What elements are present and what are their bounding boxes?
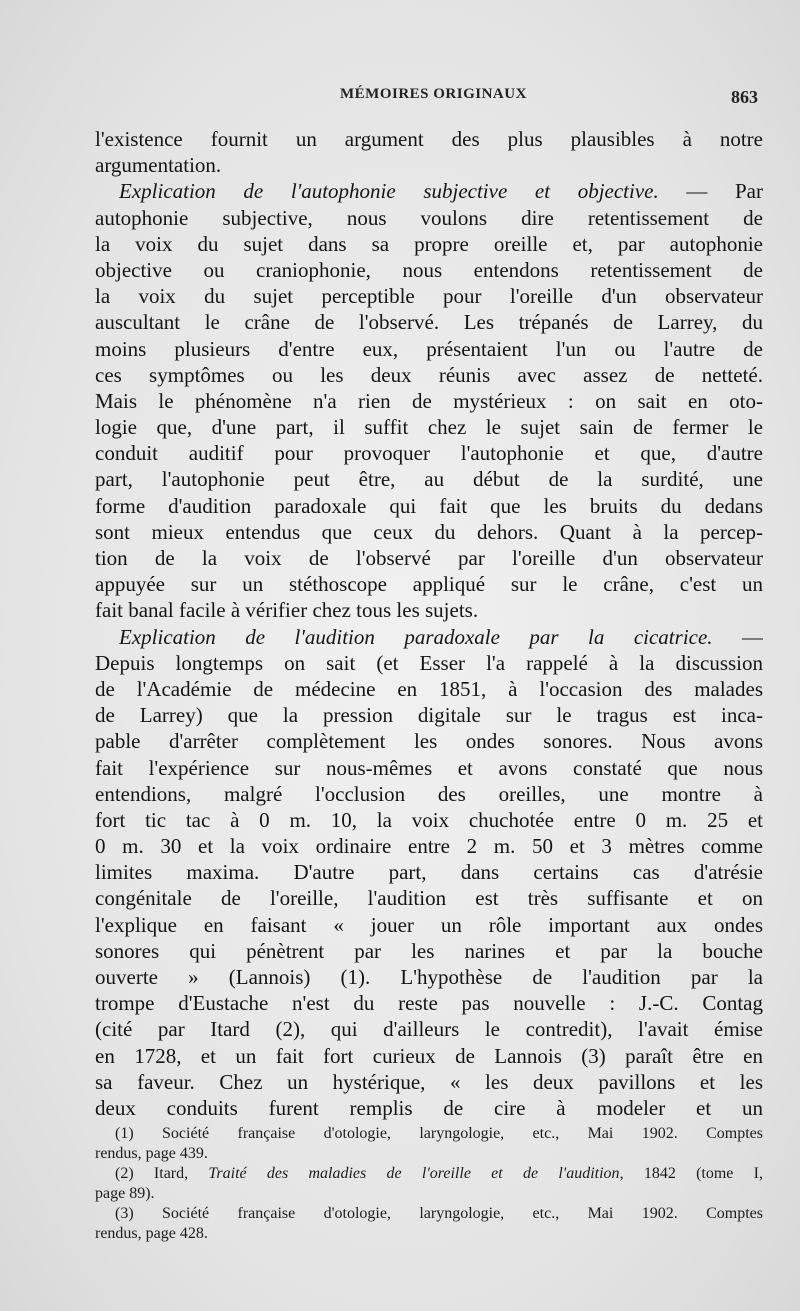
text-segment: conduit auditif pour provoquer l'autophonie et que, d'autre — [95, 441, 763, 466]
text-line — [95, 466, 763, 492]
footnote-line — [95, 1204, 763, 1224]
footnote-line — [95, 1164, 763, 1184]
text-line — [95, 912, 763, 938]
text-line — [95, 728, 763, 754]
text-line — [95, 1043, 763, 1069]
text-segment: moins plusieurs d'entre eux, présentaient l'un ou l'autre de — [95, 336, 763, 361]
text-segment: Depuis longtemps on sait (et Esser l'a rappelé à la discussion — [95, 650, 763, 675]
running-title: MÉMOIRES ORIGINAUX — [340, 86, 527, 102]
footnote-line — [95, 1224, 763, 1244]
text-line — [95, 1069, 763, 1095]
italic-text: Explication de l'autophonie subjective et objective. — [119, 179, 659, 204]
text-segment: (3) Société française d'otologie, laryngologie, etc., Mai 1902. Comptes — [115, 1205, 763, 1222]
text-line — [95, 336, 763, 362]
text-line — [95, 257, 763, 283]
text-segment: l'existence fournit un argument des plus plausibles à notre — [95, 127, 763, 151]
text-segment: appuyée sur un stéthoscope appliqué sur le crâne, c'est un — [95, 572, 763, 597]
footnote-line — [95, 1124, 763, 1144]
text-line — [95, 597, 763, 623]
text-line — [95, 231, 763, 257]
text-segment: l'explique en faisant « jouer un rôle important aux ondes — [95, 912, 763, 937]
text-segment: fait banal facile à vérifier chez tous les sujets. — [95, 598, 479, 623]
page-number: 863 — [731, 87, 758, 107]
text-line — [95, 283, 763, 309]
text-segment: la voix du sujet perceptible pour l'oreille d'un observateur — [95, 284, 763, 309]
text-segment: autophonie subjective, nous voulons dire retentissement de — [95, 205, 763, 230]
text-segment: ouverte » (Lannois) (1). L'hypothèse de l'audition par la — [95, 965, 763, 989]
text-segment: (1) Société française d'otologie, laryngologie, etc., Mai 1902. Comptes — [115, 1125, 763, 1142]
text-line — [95, 1095, 763, 1121]
text-line — [95, 676, 763, 702]
text-segment: — Par — [658, 179, 763, 204]
text-line — [95, 938, 763, 964]
text-line — [95, 702, 763, 728]
text-segment: en 1728, et un fait fort curieux de Lannois (3) paraît être en — [95, 1043, 763, 1068]
text-line — [95, 990, 763, 1016]
text-segment: logie que, d'une part, il suffit chez le sujet sain de fermer le — [95, 415, 763, 440]
text-line — [95, 519, 763, 545]
text-line — [95, 833, 763, 859]
text-line — [95, 781, 763, 807]
text-segment: page 89). — [95, 1185, 155, 1202]
text-line — [95, 414, 763, 440]
text-segment: rendus, page 439. — [95, 1145, 208, 1162]
text-segment: , 1842 (tome I, — [619, 1165, 763, 1182]
text-segment: sa faveur. Chez un hystérique, « les deux pavillons et les — [95, 1069, 763, 1094]
italic-text: Explication de l'audition paradoxale par la cicatrice. — [119, 624, 713, 649]
text-segment: entendions, malgré l'occlusion des oreilles, une montre à — [95, 781, 763, 806]
text-line — [95, 309, 763, 335]
text-segment: fort tic tac à 0 m. 10, la voix chuchotée entre 0 m. 25 et — [95, 807, 763, 832]
footnotes — [95, 1124, 763, 1244]
italic-text: Traité des maladies de l'oreille et de l'audition — [208, 1165, 620, 1182]
text-segment: ces symptômes ou les deux réunis avec assez de netteté. — [95, 362, 763, 387]
text-segment: de Larrey) que la pression digitale sur le tragus est inca- — [95, 703, 763, 728]
text-segment: deux conduits furent remplis de cire à modeler et un — [95, 1095, 763, 1120]
text-line — [95, 624, 763, 650]
text-segment: 0 m. 30 et la voix ordinaire entre 2 m. 50 et 3 mètres comme — [95, 834, 763, 859]
text-line — [95, 152, 763, 178]
text-segment: (2) Itard, — [115, 1165, 209, 1182]
text-line — [95, 650, 763, 676]
text-line — [95, 964, 763, 990]
text-segment: congénitale de l'oreille, l'audition est très suffisante et on — [95, 886, 763, 911]
text-segment: rendus, page 428. — [95, 1225, 208, 1242]
text-segment: objective ou craniophonie, nous entendons retentissement de — [95, 257, 763, 282]
text-segment: Mais le phénomène n'a rien de mystérieux : on sait en oto- — [95, 388, 763, 413]
footnote-line — [95, 1184, 763, 1204]
text-segment: de l'Académie de médecine en 1851, à l'occasion des malades — [95, 676, 763, 701]
text-segment: (cité par Itard (2), qui d'ailleurs le contredit), l'avait émise — [95, 1017, 763, 1042]
text-line — [95, 205, 763, 231]
text-segment: — — [712, 624, 763, 649]
text-line — [95, 755, 763, 781]
footnote-line — [95, 1144, 763, 1164]
text-line — [95, 807, 763, 833]
text-segment: limites maxima. D'autre part, dans certains cas d'atrésie — [95, 860, 763, 885]
text-line — [95, 859, 763, 885]
main-text — [95, 126, 763, 1121]
text-segment: sont mieux entendus que ceux du dehors. Quant à la percep- — [95, 519, 763, 544]
text-line — [95, 1016, 763, 1042]
text-segment: tion de la voix de l'observé par l'oreille d'un observateur — [95, 546, 763, 570]
text-line — [95, 126, 763, 152]
text-segment: fait l'expérience sur nous-mêmes et avons constaté que nous — [95, 755, 763, 780]
text-segment: auscultant le crâne de l'observé. Les trépanés de Larrey, du — [95, 310, 763, 335]
text-line — [95, 545, 763, 571]
text-line — [95, 388, 763, 414]
text-line — [95, 178, 763, 204]
text-segment: argumentation. — [95, 153, 222, 178]
text-segment: sonores qui pénètrent par les narines et par la bouche — [95, 938, 763, 963]
text-segment: trompe d'Eustache n'est du reste pas nouvelle : J.-C. Contag — [95, 991, 763, 1016]
text-segment: la voix du sujet dans sa propre oreille et, par autophonie — [95, 231, 763, 256]
text-segment: pable d'arrêter complètement les ondes sonores. Nous avons — [95, 729, 763, 754]
text-line — [95, 571, 763, 597]
text-line — [95, 440, 763, 466]
text-line — [95, 362, 763, 388]
text-line — [95, 885, 763, 911]
text-segment: part, l'autophonie peut être, au début de la surdité, une — [95, 467, 763, 492]
text-line — [95, 493, 763, 519]
text-segment: forme d'audition paradoxale qui fait que les bruits du dedans — [95, 493, 763, 518]
